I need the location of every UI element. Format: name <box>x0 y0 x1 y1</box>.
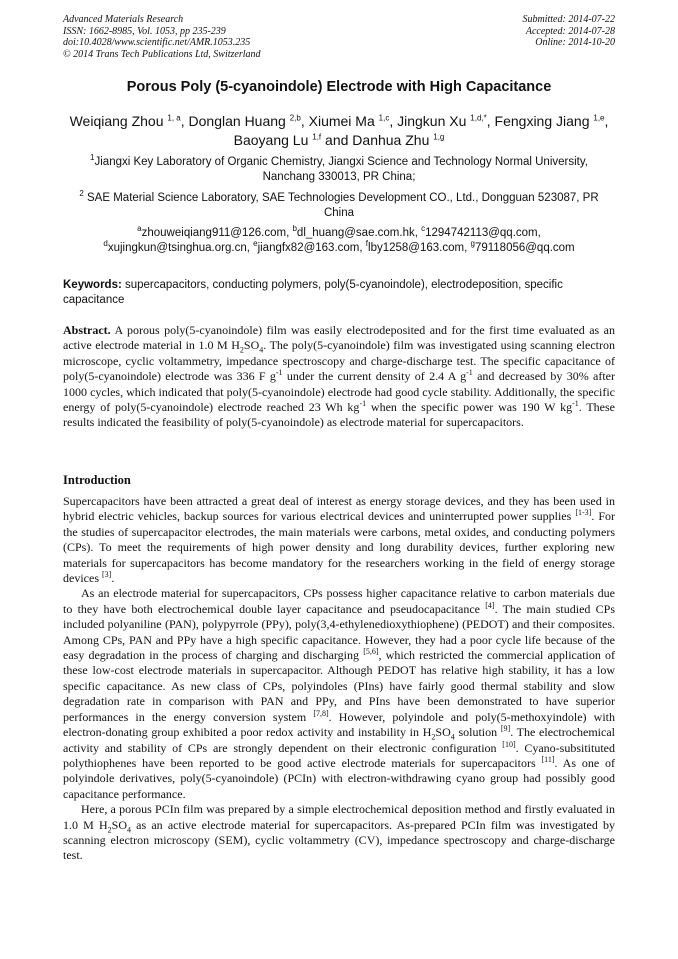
text-run: SO <box>435 725 451 740</box>
email-mark: d <box>103 239 108 249</box>
author-list <box>63 112 615 150</box>
author-name: Fengxing Jiang <box>494 113 590 129</box>
text-run: solution <box>454 725 501 740</box>
superscript: [7,8] <box>313 708 329 718</box>
superscript: [11] <box>541 754 555 764</box>
journal-name: Advanced Materials Research <box>63 14 184 25</box>
email-mark: a <box>137 224 142 234</box>
email-separator: , <box>537 227 541 239</box>
superscript: -1 <box>466 368 473 378</box>
author-separator: , <box>486 113 495 129</box>
keywords-text: supercapacitors, conducting polymers, poly(5-cyanoindole), electrodeposition, specific capacitance <box>63 279 563 306</box>
author-name: Baoyang Lu <box>233 132 309 148</box>
email-mark: c <box>421 224 426 234</box>
author-affiliation-mark: 1,e <box>593 113 605 123</box>
keywords <box>63 278 615 308</box>
superscript: [9] <box>500 724 511 734</box>
text-run: as an active electrode material for supercapacitors. As-prepared PCIn film was investigated by scanning electron microscopy (SEM), cyclic voltammetry (CV), impedance spectroscopy and charge-discharge test. <box>63 817 615 863</box>
accepted-date: Accepted: 2014-07-28 <box>525 25 615 37</box>
introduction-body <box>63 494 615 864</box>
email-address: jiangfx82@163.com <box>257 242 360 254</box>
intro-paragraph <box>63 494 615 586</box>
author-name: Danhua Zhu <box>352 132 430 148</box>
email-mark: g <box>470 239 475 249</box>
text-run: , which restricted the commercial application of these low-cost electrode materials in supercapacitor. Although PEDOT has relative high stability, it has a low specific capacitance. As new class of CPs, polyindoles (PIns) have fairly good thermal stability and slow degradation rate in comparison with PAN and PPy, and PIns have been demonstrated to have superior performances in the energy conversion system <box>63 648 616 724</box>
text-run: and decreased by 30% after 1000 cycles, which indicated that poly(5-cyanoindole) electrode had good cycle stability. Additionally, the specific energy of poly(5-cyanoindole) electrode reached 23 Wh kg <box>63 369 615 415</box>
text-run: . The main studied CPs included polyaniline (PAN), polypyrrole (PPy), poly(3,4-ethylenedioxythiophene) (PEDOT) and their composites. Among CPs, PAN and PPy have a high specific capacitance. However, they had a poor cycle life because of the easy degradation in the process of charging and discharging <box>63 601 616 663</box>
author-name: Jingkun Xu <box>397 113 467 129</box>
text-run: when the specific power was 190 W kg <box>366 400 573 415</box>
author-affiliation-mark: 1, a <box>167 113 181 123</box>
subscript: 2 <box>107 824 112 834</box>
paper-title: Porous Poly (5-cyanoindole) Electrode with High Capacitance <box>126 79 552 95</box>
email-address: xujingkun@tsinghua.org.cn <box>107 242 247 254</box>
superscript: [5,6] <box>363 647 379 657</box>
text-run: . The electrochemical activity and stability of CPs are strongly dependent on their electronic configuration <box>63 725 616 755</box>
intro-paragraph <box>63 802 615 864</box>
issn-line: ISSN: 1662-8985, Vol. 1053, pp 235-239 <box>63 25 226 37</box>
email-mark: f <box>365 239 369 249</box>
email-separator: , <box>414 227 422 239</box>
email-separator: , <box>246 242 254 254</box>
text-run: Supercapacitors have been attracted a great deal of interest as energy storage devices, and they has been used in hybrid electric vehicles, backup sources for various electrical devices and uninterrupted power supplies <box>63 494 615 524</box>
author-separator: , <box>180 113 189 129</box>
superscript: [3] <box>101 570 112 580</box>
text-run: . These results indicated the feasibility of poly(5-cyanoindole) as electrode material for supercapacitors. <box>63 400 615 430</box>
text-run: SO <box>111 817 128 832</box>
subscript: 4 <box>450 732 455 742</box>
text-run: . Cyano-subsitituted polythiophenes have been reported to be good active electrode materials for supercapacitors <box>63 740 615 770</box>
text-run: SO <box>243 338 260 353</box>
superscript: -1 <box>359 399 367 409</box>
author-separator: , <box>389 113 398 129</box>
email-separator: , <box>464 242 471 254</box>
text-run: As an electrode material for supercapacitors, CPs possess higher capacitance relative to carbon materials due to they have both electrochemical double layer capacitance and pseudocapacitance <box>63 586 615 616</box>
introduction-heading: Introduction <box>63 473 131 487</box>
superscript: -1 <box>572 399 579 409</box>
text-run: Here, a porous PCIn film was prepared by a simple electrochemical deposition method and firstly evaluated in 1.0 M H <box>63 802 615 832</box>
email-list <box>63 226 615 256</box>
text-run: . <box>111 571 115 586</box>
superscript: [4] <box>485 600 495 610</box>
affiliation-text: SAE Material Science Laboratory, SAE Technologies Development CO., Ltd., Dongguan 523087, PR China <box>87 192 599 219</box>
journal-info-right <box>523 14 616 49</box>
text-run: . For the studies of supercapacitor electrodes, the main materials were carbons, metal oxides, and conducting polymers (CPs). To meet the requirements of high power density and long durability devices, further exploring new materials for supercapacitors has become mandatory for the researchers working in the field of energy storage devices <box>63 509 615 586</box>
text-run: under the current density of 2.4 A g <box>282 369 467 384</box>
text-run: . As one of polyindole derivatives, poly(5-cyanoindole) (PCIn) with electron-withdrawing cyano group had possibly good capacitance performance. <box>63 755 615 801</box>
keywords-label: Keywords: <box>63 279 122 291</box>
subscript: 4 <box>127 824 132 834</box>
online-date: Online: 2014-10-20 <box>535 37 615 48</box>
author-separator: , <box>300 113 309 129</box>
author-affiliation-mark: 1,d,* <box>470 113 487 123</box>
author-name: Weiqiang Zhou <box>69 113 164 129</box>
doi-line: doi:10.4028/www.scientific.net/AMR.1053.235 <box>63 37 251 48</box>
affiliation-number: 2 <box>79 189 84 199</box>
email-separator: , <box>359 242 366 254</box>
journal-info-left <box>63 14 261 60</box>
intro-paragraph <box>63 586 615 802</box>
subscript: 2 <box>431 732 436 742</box>
author-affiliation-mark: 1,g <box>433 132 445 142</box>
email-address: dl_huang@sae.com.hk <box>296 227 415 239</box>
superscript: -1 <box>275 368 283 378</box>
author-affiliation-mark: 1,c <box>378 113 390 123</box>
email-mark: b <box>292 224 297 234</box>
subscript: 2 <box>239 345 244 355</box>
superscript: [10] <box>502 739 516 749</box>
text-run: . The poly(5-cyanoindole) film was investigated using scanning electron microscope, cyclic voltammetry, impedance spectroscopy and charge-discharge test. The specific capacitance of poly(5-cyanoindole) electrode was 336 F g <box>63 338 615 384</box>
email-mark: e <box>253 239 258 249</box>
author-affiliation-mark: 1,f <box>312 132 322 142</box>
email-address: zhouweiqiang911@126.com <box>141 227 287 239</box>
author-separator: , <box>604 113 609 129</box>
abstract-label: Abstract. <box>63 323 111 337</box>
affiliation-number: 1 <box>90 153 95 163</box>
author-affiliation-mark: 2,b <box>289 113 301 123</box>
email-separator: , <box>286 227 293 239</box>
author-name: Donglan Huang <box>188 113 286 129</box>
submitted-date: Submitted: 2014-07-22 <box>522 14 615 25</box>
email-address: 79118056@qq.com <box>474 242 575 254</box>
copyright-line: © 2014 Trans Tech Publications Ltd, Switzerland <box>63 48 261 60</box>
abstract <box>63 323 615 431</box>
text-run: A porous poly(5-cyanoindole) film was easily electrodeposited and for the first time evaluated as an active electrode material in 1.0 M H <box>63 323 615 353</box>
superscript: [1-3] <box>575 508 592 518</box>
email-address: 1294742113@qq.com <box>425 227 538 239</box>
author-name: Xiumei Ma <box>308 113 375 129</box>
affiliation-2 <box>63 191 615 221</box>
affiliation-text: Jiangxi Key Laboratory of Organic Chemistry, Jiangxi Science and Technology Normal University, Nanchang 330013, PR China; <box>94 156 588 183</box>
email-address: lby1258@163.com <box>368 242 465 254</box>
abstract-text <box>63 323 615 429</box>
subscript: 4 <box>259 345 264 355</box>
author-separator: and <box>321 132 353 148</box>
affiliation-1 <box>63 155 615 185</box>
text-run: . However, polyindole and poly(5-methoxyindole) with electron-donating group exhibited a poor redox activity and instability in H <box>63 709 615 740</box>
